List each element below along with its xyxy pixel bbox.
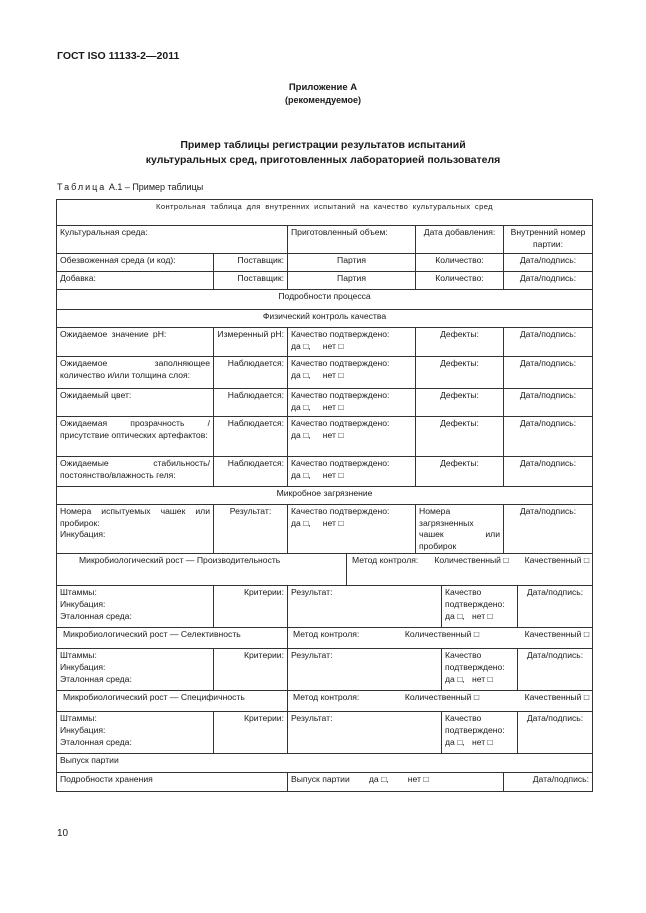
no-label: нет bbox=[322, 401, 336, 412]
signature-cell: Дата/подпись: bbox=[504, 328, 593, 357]
checkbox-icon[interactable]: □ bbox=[338, 517, 344, 528]
internal-batch-number-cell: Внутренний номер партии: bbox=[504, 226, 593, 254]
document-title-line1: Пример таблицы регистрации результатов испытаний bbox=[180, 139, 466, 151]
checkbox-icon[interactable]: □ bbox=[487, 736, 493, 747]
quantity-cell: Количество: bbox=[416, 254, 504, 272]
batch-cell: Партия bbox=[288, 272, 416, 290]
no-label: нет bbox=[322, 369, 336, 380]
signature-cell: Дата/подпись: bbox=[504, 254, 593, 272]
checkbox-icon[interactable]: □ bbox=[338, 469, 344, 480]
quality-confirmed-label: Качество подтверждено: bbox=[291, 358, 390, 368]
qualitative-label: Качественный bbox=[524, 555, 582, 566]
culture-medium-cell: Культуральная среда: bbox=[57, 226, 288, 254]
checkbox-icon[interactable]: □ bbox=[503, 555, 509, 566]
signature-cell: Дата/подпись: bbox=[504, 357, 593, 389]
yes-label: да bbox=[445, 736, 455, 747]
result-cell: Результат: bbox=[288, 712, 442, 754]
checkbox-icon[interactable]: □ bbox=[303, 517, 309, 528]
table-caption-text: А.1 – Пример таблицы bbox=[108, 182, 204, 192]
defects-cell: Дефекты: bbox=[416, 328, 504, 357]
page-number: 10 bbox=[57, 828, 69, 839]
checkbox-icon[interactable]: □ bbox=[303, 369, 309, 380]
reference-medium-label: Эталонная среда: bbox=[60, 736, 132, 747]
quantitative-label: Количественный bbox=[434, 555, 501, 566]
strains-label: Штаммы: bbox=[60, 587, 97, 598]
strains-cell bbox=[57, 586, 214, 628]
observed-cell: Наблюдается: bbox=[214, 357, 288, 389]
quality-confirmed-label: Качество подтверждено: bbox=[445, 713, 505, 735]
result-cell: Результат: bbox=[214, 505, 288, 554]
checkbox-icon[interactable]: □ bbox=[338, 401, 344, 412]
incubation-label: Инкубация: bbox=[60, 724, 106, 735]
yes-label: да bbox=[368, 774, 379, 785]
no-label: нет bbox=[322, 429, 336, 440]
expected-fill-cell: Ожидаемое заполняющее количество и/или толщина слоя: bbox=[57, 357, 214, 389]
process-details-heading: Подробности процесса bbox=[57, 290, 593, 310]
prepared-volume-cell: Приготовленный объем: bbox=[288, 226, 416, 254]
quantity-cell: Количество: bbox=[416, 272, 504, 290]
measured-ph-cell: Измеренный рН: bbox=[214, 328, 288, 357]
yes-label: да bbox=[291, 369, 301, 380]
checkbox-icon[interactable]: □ bbox=[457, 673, 463, 684]
checkbox-icon[interactable]: □ bbox=[457, 610, 463, 621]
checkbox-icon[interactable]: □ bbox=[583, 555, 590, 566]
checkbox-icon[interactable]: □ bbox=[487, 673, 493, 684]
no-label: нет bbox=[322, 517, 336, 528]
yes-label: да bbox=[291, 517, 301, 528]
checkbox-icon[interactable]: □ bbox=[303, 469, 309, 480]
checkbox-icon[interactable]: □ bbox=[303, 340, 309, 351]
yes-label: да bbox=[291, 429, 301, 440]
signature-cell: Дата/подпись: bbox=[504, 417, 593, 457]
no-label: нет bbox=[322, 469, 336, 480]
supplier-cell: Поставщик: bbox=[214, 254, 288, 272]
checkbox-icon[interactable]: □ bbox=[473, 629, 480, 640]
date-added-cell: Дата добавления: bbox=[416, 226, 504, 254]
defects-cell: Дефекты: bbox=[416, 457, 504, 487]
quality-confirmed-cell: Качество подтверждено: да □, нет □ bbox=[288, 328, 416, 357]
control-method-label: Метод контроля: bbox=[352, 555, 419, 566]
supplier-cell: Поставщик: bbox=[214, 272, 288, 290]
control-method-label: Метод контроля: bbox=[293, 692, 360, 703]
table-caption bbox=[57, 182, 203, 192]
checkbox-icon[interactable]: □ bbox=[338, 369, 344, 380]
microbial-contamination-heading: Микробное загрязнение bbox=[57, 487, 593, 505]
checkbox-icon[interactable]: □ bbox=[338, 340, 344, 351]
test-dishes-cell bbox=[57, 505, 214, 554]
batch-release-cell: Выпуск партии да □, нет □ bbox=[288, 773, 504, 792]
yes-label: да bbox=[291, 340, 301, 351]
strains-cell bbox=[57, 649, 214, 691]
expected-clarity-cell: Ожидаемая прозрачность /присутствие оптических артефактов: bbox=[57, 417, 214, 457]
quality-confirmed-cell: Качество подтверждено: да □, нет □ bbox=[288, 505, 416, 554]
observed-cell: Наблюдается: bbox=[214, 389, 288, 417]
quality-confirmed-cell: Качество подтверждено: да □, нет □ bbox=[442, 586, 518, 628]
no-label: нет bbox=[471, 673, 486, 684]
batch-cell: Партия bbox=[288, 254, 416, 272]
growth-specificity-heading: Микробиологический рост — Специфичность bbox=[57, 691, 288, 712]
yes-label: да bbox=[291, 401, 301, 412]
expected-ph-cell: Ожидаемое значение рН: bbox=[57, 328, 214, 357]
no-label: нет bbox=[322, 340, 336, 351]
quantitative-label: Количественный bbox=[404, 629, 472, 640]
contaminated-dishes-cell: Номера загрязненных чашек или пробирок bbox=[416, 505, 504, 554]
no-label: нет bbox=[471, 610, 486, 621]
signature-cell: Дата/подпись: bbox=[504, 457, 593, 487]
checkbox-icon[interactable]: □ bbox=[381, 774, 387, 785]
signature-cell: Дата/подпись: bbox=[518, 712, 593, 754]
incubation-label: Инкубация: bbox=[60, 661, 106, 672]
storage-details-cell: Подробности хранения bbox=[57, 773, 288, 792]
checkbox-icon[interactable]: □ bbox=[423, 774, 429, 785]
table-caption-prefix: Таблица bbox=[57, 182, 107, 192]
signature-cell: Дата/подпись: bbox=[518, 649, 593, 691]
expected-color-cell: Ожидаемый цвет: bbox=[57, 389, 214, 417]
quality-confirmed-cell: Качество подтверждено: да □, нет □ bbox=[442, 649, 518, 691]
standard-number: ГОСТ ISO 11133-2—2011 bbox=[57, 50, 180, 62]
supplement-cell: Добавка: bbox=[57, 272, 214, 290]
test-dishes-label: Номера испытуемых чашек или пробирок: bbox=[60, 506, 210, 528]
criteria-cell: Критерии: bbox=[214, 712, 288, 754]
defects-cell: Дефекты: bbox=[416, 417, 504, 457]
quality-confirmed-label: Качество подтверждено: bbox=[291, 458, 390, 468]
quality-confirmed-label: Качество подтверждено: bbox=[291, 418, 390, 428]
quality-confirmed-label: Качество подтверждено: bbox=[445, 587, 505, 609]
strains-label: Штаммы: bbox=[60, 650, 97, 661]
batch-release-label: Выпуск партии bbox=[291, 774, 350, 785]
defects-cell: Дефекты: bbox=[416, 357, 504, 389]
qualitative-label: Качественный bbox=[524, 629, 582, 640]
expected-stability-cell: Ожидаемые стабильность/ постоянство/влажность геля: bbox=[57, 457, 214, 487]
quality-confirmed-cell: Качество подтверждено: да □, нет □ bbox=[288, 389, 416, 417]
signature-cell: Дата/подпись: bbox=[518, 586, 593, 628]
checkbox-icon[interactable]: □ bbox=[303, 429, 309, 440]
signature-cell: Дата/подпись: bbox=[504, 389, 593, 417]
quality-confirmed-label: Качество подтверждено: bbox=[445, 650, 505, 672]
physical-control-heading: Физический контроль качества bbox=[57, 310, 593, 328]
appendix-label: Приложение А bbox=[288, 82, 358, 93]
strains-cell bbox=[57, 712, 214, 754]
reference-medium-label: Эталонная среда: bbox=[60, 673, 132, 684]
result-cell: Результат: bbox=[288, 586, 442, 628]
control-method-cell bbox=[288, 691, 593, 712]
quality-confirmed-cell: Качество подтверждено: да □, нет □ bbox=[288, 457, 416, 487]
reference-medium-label: Эталонная среда: bbox=[60, 610, 132, 621]
yes-label: да bbox=[291, 469, 301, 480]
yes-label: да bbox=[445, 610, 455, 621]
checkbox-icon[interactable]: □ bbox=[473, 692, 480, 703]
observed-cell: Наблюдается: bbox=[214, 457, 288, 487]
document-title-line2: культуральных сред, приготовленных лабораторией пользователя bbox=[145, 154, 501, 166]
no-label: нет bbox=[471, 736, 486, 747]
incubation-label: Инкубация: bbox=[60, 529, 106, 540]
quantitative-label: Количественный bbox=[404, 692, 472, 703]
batch-release-heading: Выпуск партии bbox=[57, 754, 593, 773]
defects-cell: Дефекты: bbox=[416, 389, 504, 417]
quality-confirmed-label: Качество подтверждено: bbox=[291, 506, 390, 516]
quality-confirmed-cell: Качество подтверждено: да □, нет □ bbox=[288, 417, 416, 457]
control-method-label: Метод контроля: bbox=[293, 629, 360, 640]
strains-label: Штаммы: bbox=[60, 713, 97, 724]
signature-cell: Дата/подпись: bbox=[504, 773, 593, 792]
quality-confirmed-label: Качество подтверждено: bbox=[291, 329, 390, 339]
incubation-label: Инкубация: bbox=[60, 598, 106, 609]
control-method-cell bbox=[288, 628, 593, 649]
criteria-cell: Критерии: bbox=[214, 649, 288, 691]
result-cell: Результат: bbox=[288, 649, 442, 691]
checkbox-icon[interactable]: □ bbox=[583, 629, 590, 640]
growth-selectivity-heading: Микробиологический рост — Селективность bbox=[57, 628, 288, 649]
table-heading: Контрольная таблица для внутренних испытаний на качество культуральных сред bbox=[57, 200, 593, 226]
yes-label: да bbox=[445, 673, 455, 684]
growth-productivity-heading: Микробиологический рост — Производительность bbox=[57, 554, 347, 586]
checkbox-icon[interactable]: □ bbox=[303, 401, 309, 412]
observed-cell: Наблюдается: bbox=[214, 417, 288, 457]
signature-cell: Дата/подпись: bbox=[504, 272, 593, 290]
control-method-cell bbox=[347, 554, 593, 586]
signature-cell: Дата/подпись: bbox=[504, 505, 593, 554]
no-label: нет bbox=[407, 774, 421, 785]
dehydrated-medium-cell: Обезвоженная среда (и код): bbox=[57, 254, 214, 272]
checkbox-icon[interactable]: □ bbox=[338, 429, 344, 440]
checkbox-icon[interactable]: □ bbox=[583, 692, 590, 703]
criteria-cell: Критерии: bbox=[214, 586, 288, 628]
qualitative-label: Качественный bbox=[524, 692, 582, 703]
quality-control-table bbox=[56, 199, 593, 792]
checkbox-icon[interactable]: □ bbox=[487, 610, 493, 621]
quality-confirmed-label: Качество подтверждено: bbox=[291, 390, 390, 400]
quality-confirmed-cell: Качество подтверждено: да □, нет □ bbox=[288, 357, 416, 389]
checkbox-icon[interactable]: □ bbox=[457, 736, 463, 747]
appendix-kind: (рекомендуемое) bbox=[285, 95, 361, 105]
quality-confirmed-cell: Качество подтверждено: да □, нет □ bbox=[442, 712, 518, 754]
